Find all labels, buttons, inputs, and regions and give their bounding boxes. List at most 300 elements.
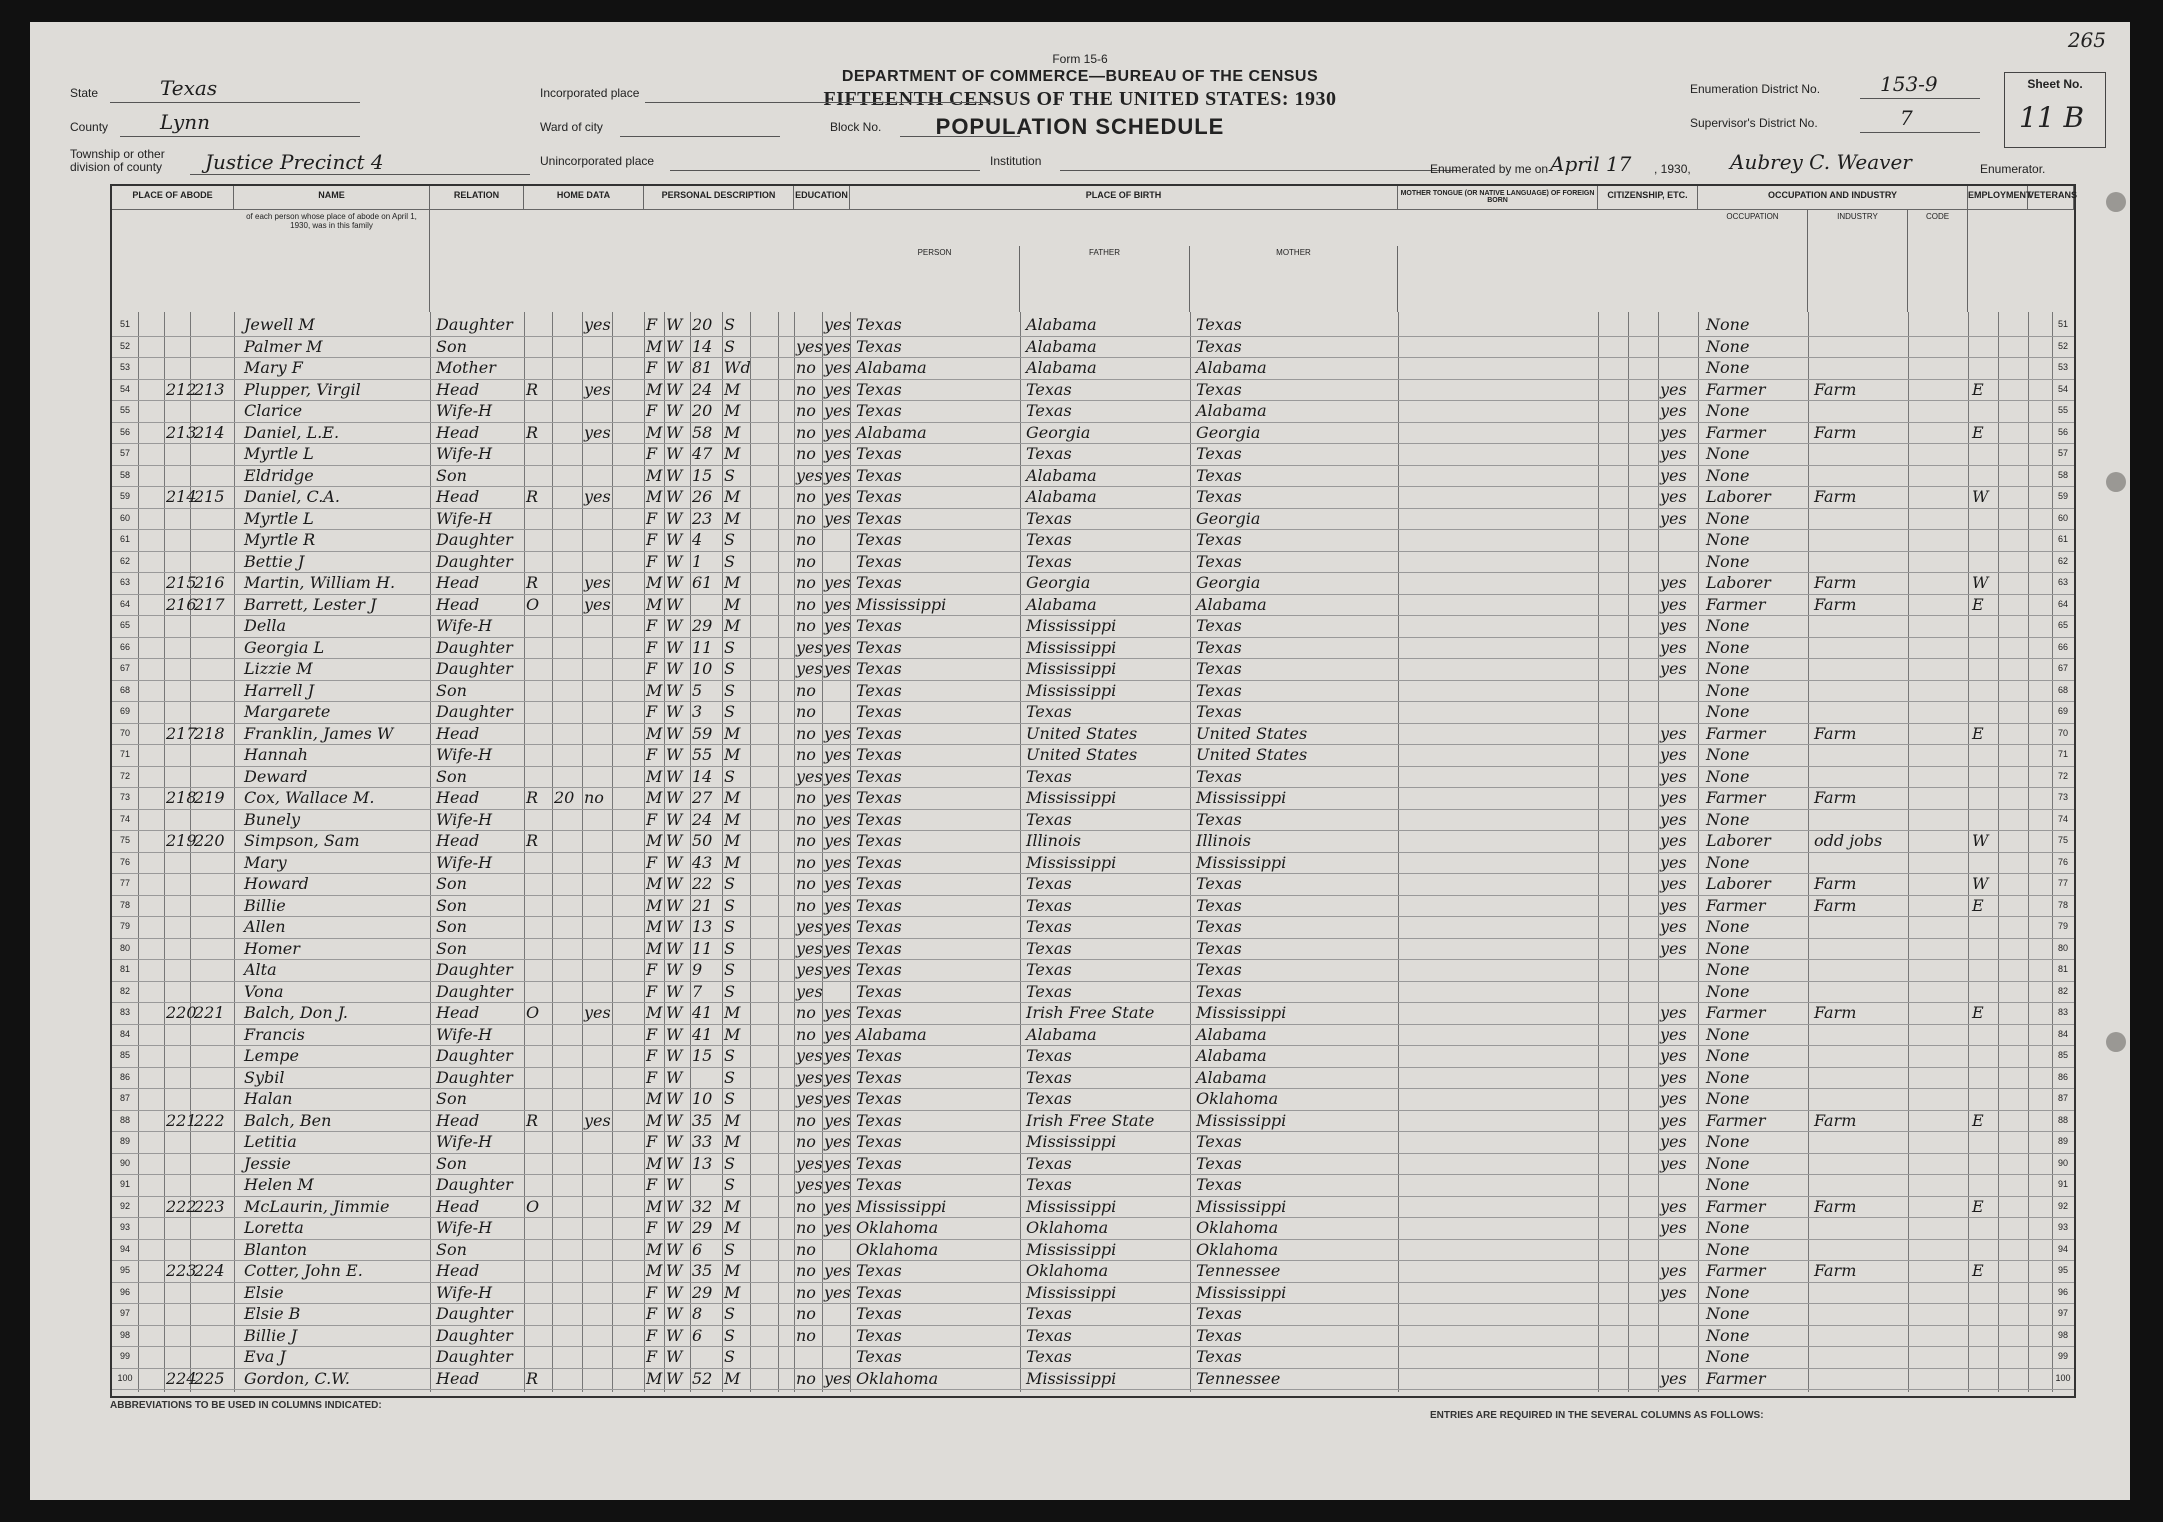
marital-status: M [724, 1282, 741, 1302]
attended-school: no [796, 1239, 816, 1259]
line-number: 66 [119, 641, 130, 652]
family-number: 221 [194, 1003, 225, 1022]
relation: Son [436, 895, 467, 915]
sex: M [646, 723, 663, 743]
header-mother: MOTHER [1190, 246, 1398, 312]
line-number: 77 [119, 878, 130, 888]
person-birthplace: Texas [856, 1347, 902, 1366]
industry: Farm [1814, 422, 1857, 442]
sex: F [646, 444, 658, 463]
attended-school: no [796, 1368, 816, 1388]
attended-school: no [796, 852, 816, 872]
line-number: 84 [2057, 1028, 2068, 1039]
race: W [666, 874, 683, 893]
can-read: yes [824, 573, 851, 592]
line-number: 68 [2057, 684, 2068, 695]
marital-status: M [724, 831, 741, 850]
person-birthplace: Texas [856, 852, 902, 872]
person-name: Jessie [244, 1153, 291, 1173]
father-birthplace: Alabama [1026, 594, 1097, 614]
sex: F [646, 1132, 658, 1151]
relation: Daughter [436, 1046, 513, 1065]
line-number: 100 [2055, 1372, 2071, 1383]
attended-school: no [796, 530, 816, 549]
person-name: Homer [244, 938, 300, 958]
home-value: 20 [554, 788, 575, 807]
age: 5 [692, 680, 703, 700]
family-number: 215 [194, 487, 225, 506]
family-number: 222 [194, 1110, 225, 1130]
line-number: 84 [119, 1028, 130, 1039]
occupation: None [1706, 315, 1750, 334]
occupation: Farmer [1706, 1261, 1766, 1280]
race: W [666, 444, 683, 463]
dwelling-number: 220 [166, 1003, 197, 1022]
relation: Daughter [436, 637, 513, 657]
can-read: yes [824, 874, 851, 893]
can-read: yes [824, 1196, 851, 1216]
race: W [666, 745, 683, 764]
attended-school: yes [796, 1153, 823, 1173]
age: 41 [692, 1024, 713, 1044]
speaks-english: yes [1660, 745, 1687, 764]
age: 52 [692, 1368, 713, 1388]
person-birthplace: Oklahoma [856, 1218, 939, 1237]
radio: yes [584, 594, 611, 614]
attended-school: no [796, 1196, 816, 1216]
row-rule [112, 809, 2074, 810]
father-birthplace: Alabama [1026, 358, 1097, 377]
marital-status: M [724, 573, 741, 592]
sex: F [646, 401, 658, 420]
can-read: yes [824, 508, 851, 528]
father-birthplace: Texas [1026, 401, 1072, 420]
person-birthplace: Texas [856, 444, 902, 463]
person-birthplace: Texas [856, 465, 902, 485]
mother-birthplace: Mississippi [1196, 1282, 1287, 1302]
race: W [666, 530, 683, 549]
class-of-worker: E [1972, 379, 1984, 399]
institution-label: Institution [990, 154, 1042, 168]
person-birthplace: Texas [856, 508, 902, 528]
speaks-english: yes [1660, 1089, 1687, 1108]
line-number: 68 [119, 684, 130, 695]
can-read: yes [824, 1089, 851, 1108]
person-name: Mary F [244, 358, 303, 377]
person-birthplace: Texas [856, 616, 902, 635]
line-number: 58 [119, 469, 130, 480]
person-birthplace: Texas [856, 723, 902, 743]
line-number: 53 [2057, 362, 2068, 372]
header-relation: RELATION [430, 186, 524, 210]
line-number: 62 [119, 555, 130, 566]
occupation: None [1706, 1153, 1750, 1173]
row-rule [112, 830, 2074, 831]
age: 81 [692, 358, 713, 377]
attended-school: no [796, 1261, 816, 1280]
can-read: yes [824, 917, 851, 936]
occupation: None [1706, 1304, 1750, 1323]
line-number: 81 [2057, 964, 2068, 974]
sex: F [646, 960, 658, 979]
attended-school: yes [796, 1175, 823, 1194]
occupation: None [1706, 1175, 1750, 1194]
person-birthplace: Texas [856, 1132, 902, 1151]
header-father: FATHER [1020, 246, 1190, 312]
race: W [666, 1325, 683, 1345]
line-number: 80 [119, 942, 130, 953]
mother-birthplace: Tennessee [1196, 1368, 1281, 1388]
can-read: yes [824, 895, 851, 915]
age: 6 [692, 1239, 703, 1259]
sex: F [646, 530, 658, 549]
father-birthplace: Oklahoma [1026, 1261, 1109, 1280]
attended-school: yes [796, 917, 823, 936]
age: 50 [692, 831, 713, 850]
age: 59 [692, 723, 713, 743]
age: 11 [692, 637, 713, 657]
row-rule [112, 529, 2074, 530]
race: W [666, 981, 683, 1001]
line-number: 100 [117, 1372, 133, 1383]
father-birthplace: Texas [1026, 1089, 1072, 1108]
line-number: 70 [119, 727, 130, 738]
industry: odd jobs [1814, 831, 1883, 850]
dwelling-number: 221 [166, 1110, 197, 1130]
header-veterans: VETERANS [2028, 186, 2074, 210]
race: W [666, 788, 683, 807]
father-birthplace: Mississippi [1026, 659, 1117, 678]
line-number: 55 [2057, 405, 2068, 415]
speaks-english: yes [1660, 1110, 1687, 1130]
occupation: None [1706, 1282, 1750, 1302]
footer [110, 1400, 2072, 1488]
line-number: 54 [119, 383, 130, 394]
occupation: None [1706, 637, 1750, 657]
age: 1 [692, 551, 703, 571]
sex: M [646, 594, 663, 614]
sex: F [646, 315, 658, 334]
line-number: 95 [2057, 1265, 2068, 1275]
father-birthplace: Texas [1026, 938, 1072, 958]
occupation: None [1706, 444, 1750, 463]
attended-school: no [796, 444, 816, 463]
occupation: None [1706, 336, 1750, 356]
can-read: yes [824, 809, 851, 829]
line-number: 51 [2057, 319, 2068, 329]
attended-school: no [796, 1110, 816, 1130]
can-read: yes [824, 852, 851, 872]
sex: F [646, 508, 658, 528]
can-read: yes [824, 336, 851, 356]
relation: Daughter [436, 551, 513, 571]
father-birthplace: Mississippi [1026, 1368, 1117, 1388]
occupation: None [1706, 1132, 1750, 1151]
mother-birthplace: Mississippi [1196, 1196, 1287, 1216]
line-number: 73 [2057, 792, 2068, 802]
race: W [666, 1089, 683, 1108]
county-label: County [70, 120, 109, 134]
line-number: 91 [119, 1179, 130, 1189]
mother-birthplace: Texas [1196, 379, 1242, 399]
father-birthplace: Illinois [1026, 831, 1081, 850]
speaks-english: yes [1660, 444, 1687, 463]
line-number: 98 [2057, 1329, 2068, 1340]
relation: Head [436, 1110, 480, 1130]
occupation: Farmer [1706, 895, 1766, 915]
line-number: 89 [119, 1136, 130, 1146]
line-number: 80 [2057, 942, 2068, 953]
occupation: None [1706, 508, 1750, 528]
age: 29 [692, 1218, 713, 1237]
age: 7 [692, 981, 703, 1001]
state-label: State [70, 86, 99, 100]
relation: Daughter [436, 1067, 513, 1087]
person-birthplace: Texas [856, 1089, 902, 1108]
attended-school: yes [796, 1067, 823, 1087]
line-number: 74 [2057, 813, 2068, 824]
person-birthplace: Texas [856, 1304, 902, 1323]
relation: Wife-H [436, 1282, 493, 1302]
line-number: 81 [119, 964, 130, 974]
father-birthplace: Georgia [1026, 422, 1091, 442]
person-name: Daniel, L.E. [244, 422, 340, 442]
attended-school: yes [796, 336, 823, 356]
occupation: Laborer [1706, 874, 1771, 893]
relation: Son [436, 1239, 467, 1259]
incorporated-label: Incorporated place [540, 86, 640, 100]
relation: Son [436, 766, 467, 786]
age: 10 [692, 659, 713, 678]
race: W [666, 315, 683, 334]
state-value: Texas [160, 76, 218, 100]
line-number: 57 [2057, 448, 2068, 458]
mother-birthplace: Georgia [1196, 422, 1261, 442]
form-number: Form 15-6 [1052, 52, 1108, 66]
father-birthplace: Irish Free State [1026, 1110, 1155, 1130]
relation: Son [436, 465, 467, 485]
sheet-label: Sheet No. [2027, 77, 2083, 91]
attended-school: no [796, 358, 816, 377]
person-name: Franklin, James W [244, 723, 394, 743]
home-owned: O [526, 1003, 540, 1022]
father-birthplace: Mississippi [1026, 1282, 1117, 1302]
population-table [110, 184, 2076, 1398]
relation: Wife-H [436, 401, 493, 420]
line-number: 61 [2057, 534, 2068, 544]
dwelling-number: 223 [166, 1261, 197, 1280]
attended-school: yes [796, 1089, 823, 1108]
family-number: 223 [194, 1196, 225, 1216]
person-name: Howard [244, 874, 309, 893]
marital-status: M [724, 1003, 741, 1022]
mother-birthplace: Texas [1196, 1347, 1242, 1366]
sex: F [646, 809, 658, 829]
line-number: 86 [119, 1071, 130, 1082]
class-of-worker: E [1972, 1261, 1984, 1280]
can-read: yes [824, 1218, 851, 1237]
speaks-english: yes [1660, 616, 1687, 635]
mother-birthplace: Texas [1196, 1304, 1242, 1323]
marital-status: M [724, 809, 741, 829]
speaks-english: yes [1660, 852, 1687, 872]
attended-school: no [796, 422, 816, 442]
attended-school: no [796, 508, 816, 528]
can-read: yes [824, 379, 851, 399]
father-birthplace: United States [1026, 723, 1138, 743]
person-name: Deward [244, 766, 308, 786]
row-rule [112, 572, 2074, 573]
speaks-english: yes [1660, 659, 1687, 678]
marital-status: M [724, 1110, 741, 1130]
attended-school: no [796, 809, 816, 829]
father-birthplace: Alabama [1026, 487, 1097, 506]
father-birthplace: United States [1026, 745, 1138, 764]
mother-birthplace: Texas [1196, 1325, 1242, 1345]
age: 20 [692, 315, 713, 334]
line-number: 83 [2057, 1007, 2068, 1017]
can-read: yes [824, 401, 851, 420]
age: 29 [692, 616, 713, 635]
line-number: 56 [119, 426, 130, 437]
line-number: 94 [2057, 1243, 2068, 1254]
sex: F [646, 1218, 658, 1237]
line-number: 59 [2057, 491, 2068, 501]
mother-birthplace: Alabama [1196, 358, 1267, 377]
mother-birthplace: Alabama [1196, 1067, 1267, 1087]
age: 23 [692, 508, 713, 528]
person-birthplace: Texas [856, 487, 902, 506]
person-birthplace: Oklahoma [856, 1368, 939, 1388]
occupation: None [1706, 551, 1750, 571]
age: 29 [692, 1282, 713, 1302]
relation: Daughter [436, 315, 513, 334]
can-read: yes [824, 358, 851, 377]
person-birthplace: Alabama [856, 358, 927, 377]
line-number: 82 [119, 985, 130, 996]
line-number: 75 [119, 835, 130, 845]
person-birthplace: Alabama [856, 1024, 927, 1044]
header-occupation-industry: OCCUPATION AND INDUSTRY [1698, 186, 1968, 210]
header-employment: EMPLOYMENT [1968, 186, 2028, 210]
person-name: Sybil [244, 1067, 285, 1087]
occupation: Laborer [1706, 831, 1771, 850]
race: W [666, 1304, 683, 1323]
occupation: None [1706, 809, 1750, 829]
relation: Daughter [436, 702, 513, 721]
relation: Head [436, 1368, 480, 1388]
person-birthplace: Texas [856, 1153, 902, 1173]
relation: Son [436, 1153, 467, 1173]
block-label: Block No. [830, 120, 882, 134]
age: 33 [692, 1132, 713, 1151]
person-name: Plupper, Virgil [244, 379, 361, 399]
class-of-worker: E [1972, 594, 1984, 614]
person-name: Myrtle R [244, 530, 316, 549]
header-code: CODE [1908, 210, 1968, 312]
header-person: PERSON [850, 246, 1020, 312]
occupation: Farmer [1706, 1110, 1766, 1130]
sex: M [646, 1196, 663, 1216]
speaks-english: yes [1660, 1196, 1687, 1216]
line-number: 85 [2057, 1050, 2068, 1060]
line-number: 95 [119, 1265, 130, 1275]
mother-birthplace: Illinois [1196, 831, 1251, 850]
can-read: yes [824, 1046, 851, 1065]
person-birthplace: Texas [856, 336, 902, 356]
can-read: yes [824, 465, 851, 485]
line-number: 73 [119, 792, 130, 802]
can-read: yes [824, 616, 851, 635]
header-citizenship: CITIZENSHIP, ETC. [1598, 186, 1698, 210]
dwelling-number: 222 [166, 1196, 197, 1216]
line-number: 57 [119, 448, 130, 458]
can-read: yes [824, 1132, 851, 1151]
occupation: Farmer [1706, 1368, 1766, 1388]
attended-school: no [796, 487, 816, 506]
home-owned: R [526, 379, 539, 399]
father-birthplace: Alabama [1026, 465, 1097, 485]
can-read: yes [824, 659, 851, 678]
sex: M [646, 379, 663, 399]
can-read: yes [824, 1282, 851, 1302]
race: W [666, 702, 683, 721]
marital-status: M [724, 508, 741, 528]
race: W [666, 551, 683, 571]
line-number: 58 [2057, 469, 2068, 480]
marital-status: S [724, 1347, 735, 1366]
marital-status: M [724, 379, 741, 399]
marital-status: M [724, 745, 741, 764]
attended-school: no [796, 401, 816, 420]
race: W [666, 1024, 683, 1044]
township-label: Township or other division of county [70, 147, 165, 174]
line-number: 79 [2057, 921, 2068, 931]
person-birthplace: Texas [856, 981, 902, 1001]
speaks-english: yes [1660, 573, 1687, 592]
line-number: 82 [2057, 985, 2068, 996]
age: 15 [692, 465, 713, 485]
age: 4 [692, 530, 703, 549]
sex: F [646, 551, 658, 571]
attended-school: no [796, 702, 816, 721]
person-name: Myrtle L [244, 508, 314, 528]
relation: Head [436, 1196, 480, 1216]
relation: Daughter [436, 960, 513, 979]
census-sheet [30, 22, 2130, 1500]
row-rule [112, 1088, 2074, 1089]
line-number: 90 [119, 1157, 130, 1168]
person-name: Eva J [244, 1347, 286, 1366]
family-number: 214 [194, 422, 225, 442]
line-number: 99 [119, 1351, 130, 1361]
father-birthplace: Texas [1026, 1153, 1072, 1173]
relation: Head [436, 723, 480, 743]
marital-status: M [724, 487, 741, 506]
father-birthplace: Texas [1026, 379, 1072, 399]
line-number: 56 [2057, 426, 2068, 437]
person-name: Mary [244, 852, 287, 872]
person-name: Jewell M [244, 315, 315, 334]
marital-status: M [724, 1132, 741, 1151]
person-name: Eldridge [244, 465, 314, 485]
can-read: yes [824, 1024, 851, 1044]
race: W [666, 594, 683, 614]
race: W [666, 465, 683, 485]
occupation: None [1706, 1347, 1750, 1366]
father-birthplace: Texas [1026, 1175, 1072, 1194]
age: 14 [692, 766, 713, 786]
